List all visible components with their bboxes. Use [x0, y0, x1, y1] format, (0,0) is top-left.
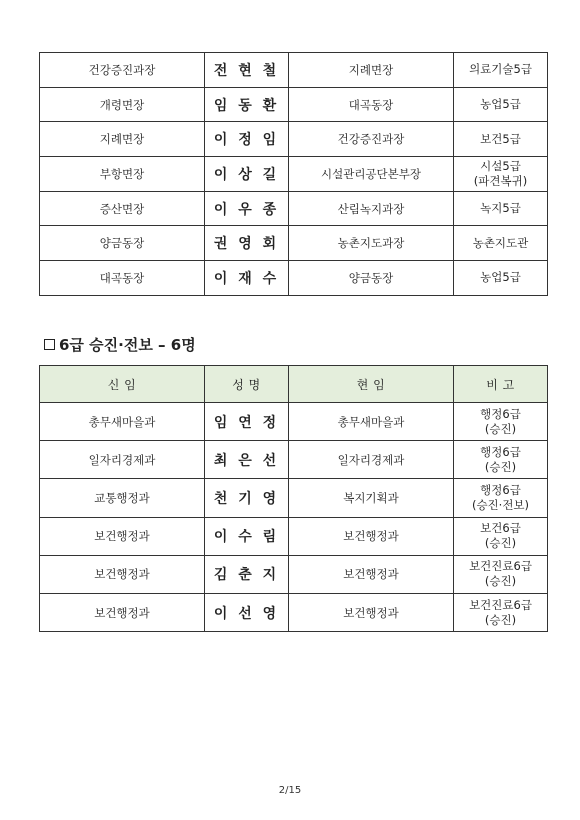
section-title-text: 6급 승진·전보 – 6명 [59, 336, 196, 354]
table-row [40, 479, 548, 517]
grade-cell [454, 53, 548, 88]
position-cell: 보건행정과 [289, 517, 454, 555]
grade-line: (승진) [484, 612, 517, 627]
dept-cell: 보건행정과 [40, 555, 205, 593]
table-row [40, 593, 548, 631]
name-cell: 임 동 환 [205, 87, 289, 122]
name-cell: 최 은 선 [205, 441, 289, 479]
table-row [40, 53, 548, 88]
grade-line: (승진) [484, 459, 517, 474]
checkbox-icon [44, 339, 55, 350]
grade-cell [454, 403, 548, 441]
position-cell: 복지기획과 [289, 479, 454, 517]
name-cell: 이 수 림 [205, 517, 289, 555]
grade-line: 행정6급 [480, 482, 521, 497]
dept-cell: 보건행정과 [40, 593, 205, 631]
table-row [40, 87, 548, 122]
name-cell: 임 연 정 [205, 403, 289, 441]
table-row [40, 441, 548, 479]
dept-cell: 부항면장 [40, 157, 205, 192]
dept-cell: 총무새마을과 [40, 403, 205, 441]
name-cell: 이 재 수 [205, 261, 289, 296]
position-cell: 일자리경제과 [289, 441, 454, 479]
grade-line: 의료기술5급 [469, 62, 532, 77]
table-header-row [40, 366, 548, 403]
position-cell: 대곡동장 [289, 87, 454, 122]
name-cell: 김 춘 지 [205, 555, 289, 593]
grade-line: (승진·전보) [471, 497, 530, 512]
header-name: 성 명 [205, 366, 289, 403]
table-row [40, 157, 548, 192]
grade-line: (승진) [484, 421, 517, 436]
personnel-table-6th-grade [39, 365, 548, 632]
grade-line: (승진) [484, 536, 517, 551]
dept-cell: 양금동장 [40, 226, 205, 261]
grade-line: 농업5급 [480, 270, 521, 285]
dept-cell: 개령면장 [40, 87, 205, 122]
grade-cell [454, 87, 548, 122]
grade-line: 농업5급 [480, 97, 521, 112]
dept-cell: 지례면장 [40, 122, 205, 157]
name-cell: 전 현 철 [205, 53, 289, 88]
grade-line: (파견복귀) [473, 173, 528, 188]
dept-cell: 교통행정과 [40, 479, 205, 517]
grade-line: 농촌지도관 [472, 235, 529, 250]
grade-line: 행정6급 [480, 406, 521, 421]
position-cell: 총무새마을과 [289, 403, 454, 441]
grade-line: 녹지5급 [480, 201, 521, 216]
position-cell: 시설관리공단본부장 [289, 157, 454, 192]
header-new-post: 신 임 [40, 366, 205, 403]
dept-cell: 증산면장 [40, 191, 205, 226]
grade-cell [454, 122, 548, 157]
table-row [40, 191, 548, 226]
grade-cell [454, 191, 548, 226]
grade-line: 보건진료6급 [469, 559, 532, 574]
grade-cell [454, 517, 548, 555]
table-row [40, 122, 548, 157]
position-cell: 농촌지도과장 [289, 226, 454, 261]
personnel-table-5th-grade [39, 52, 548, 296]
page-number: 2/15 [278, 785, 302, 796]
grade-line: 보건진료6급 [469, 597, 532, 612]
dept-cell: 대곡동장 [40, 261, 205, 296]
name-cell: 권 영 회 [205, 226, 289, 261]
grade-cell [454, 441, 548, 479]
grade-cell [454, 479, 548, 517]
grade-line: 행정6급 [480, 444, 521, 459]
grade-cell [454, 555, 548, 593]
grade-cell [454, 226, 548, 261]
table-row [40, 261, 548, 296]
table-row [40, 226, 548, 261]
dept-cell: 보건행정과 [40, 517, 205, 555]
grade-line: 보건5급 [480, 131, 521, 146]
header-current-post: 현 임 [289, 366, 454, 403]
dept-cell: 건강증진과장 [40, 53, 205, 88]
table-row [40, 555, 548, 593]
name-cell: 이 정 임 [205, 122, 289, 157]
position-cell: 건강증진과장 [289, 122, 454, 157]
name-cell: 이 상 길 [205, 157, 289, 192]
position-cell: 보건행정과 [289, 593, 454, 631]
grade-cell [454, 593, 548, 631]
name-cell: 이 우 종 [205, 191, 289, 226]
grade-line: 시설5급 [480, 158, 521, 173]
table-row [40, 403, 548, 441]
header-remarks: 비 고 [454, 366, 548, 403]
position-cell: 지례면장 [289, 53, 454, 88]
table-row [40, 517, 548, 555]
name-cell: 이 선 영 [205, 593, 289, 631]
grade-cell [454, 261, 548, 296]
name-cell: 천 기 영 [205, 479, 289, 517]
grade-line: (승진) [484, 574, 517, 589]
dept-cell: 일자리경제과 [40, 441, 205, 479]
position-cell: 양금동장 [289, 261, 454, 296]
grade-cell [454, 157, 548, 192]
position-cell: 보건행정과 [289, 555, 454, 593]
position-cell: 산림녹지과장 [289, 191, 454, 226]
grade-line: 보건6급 [480, 521, 521, 536]
section-title [44, 334, 196, 355]
